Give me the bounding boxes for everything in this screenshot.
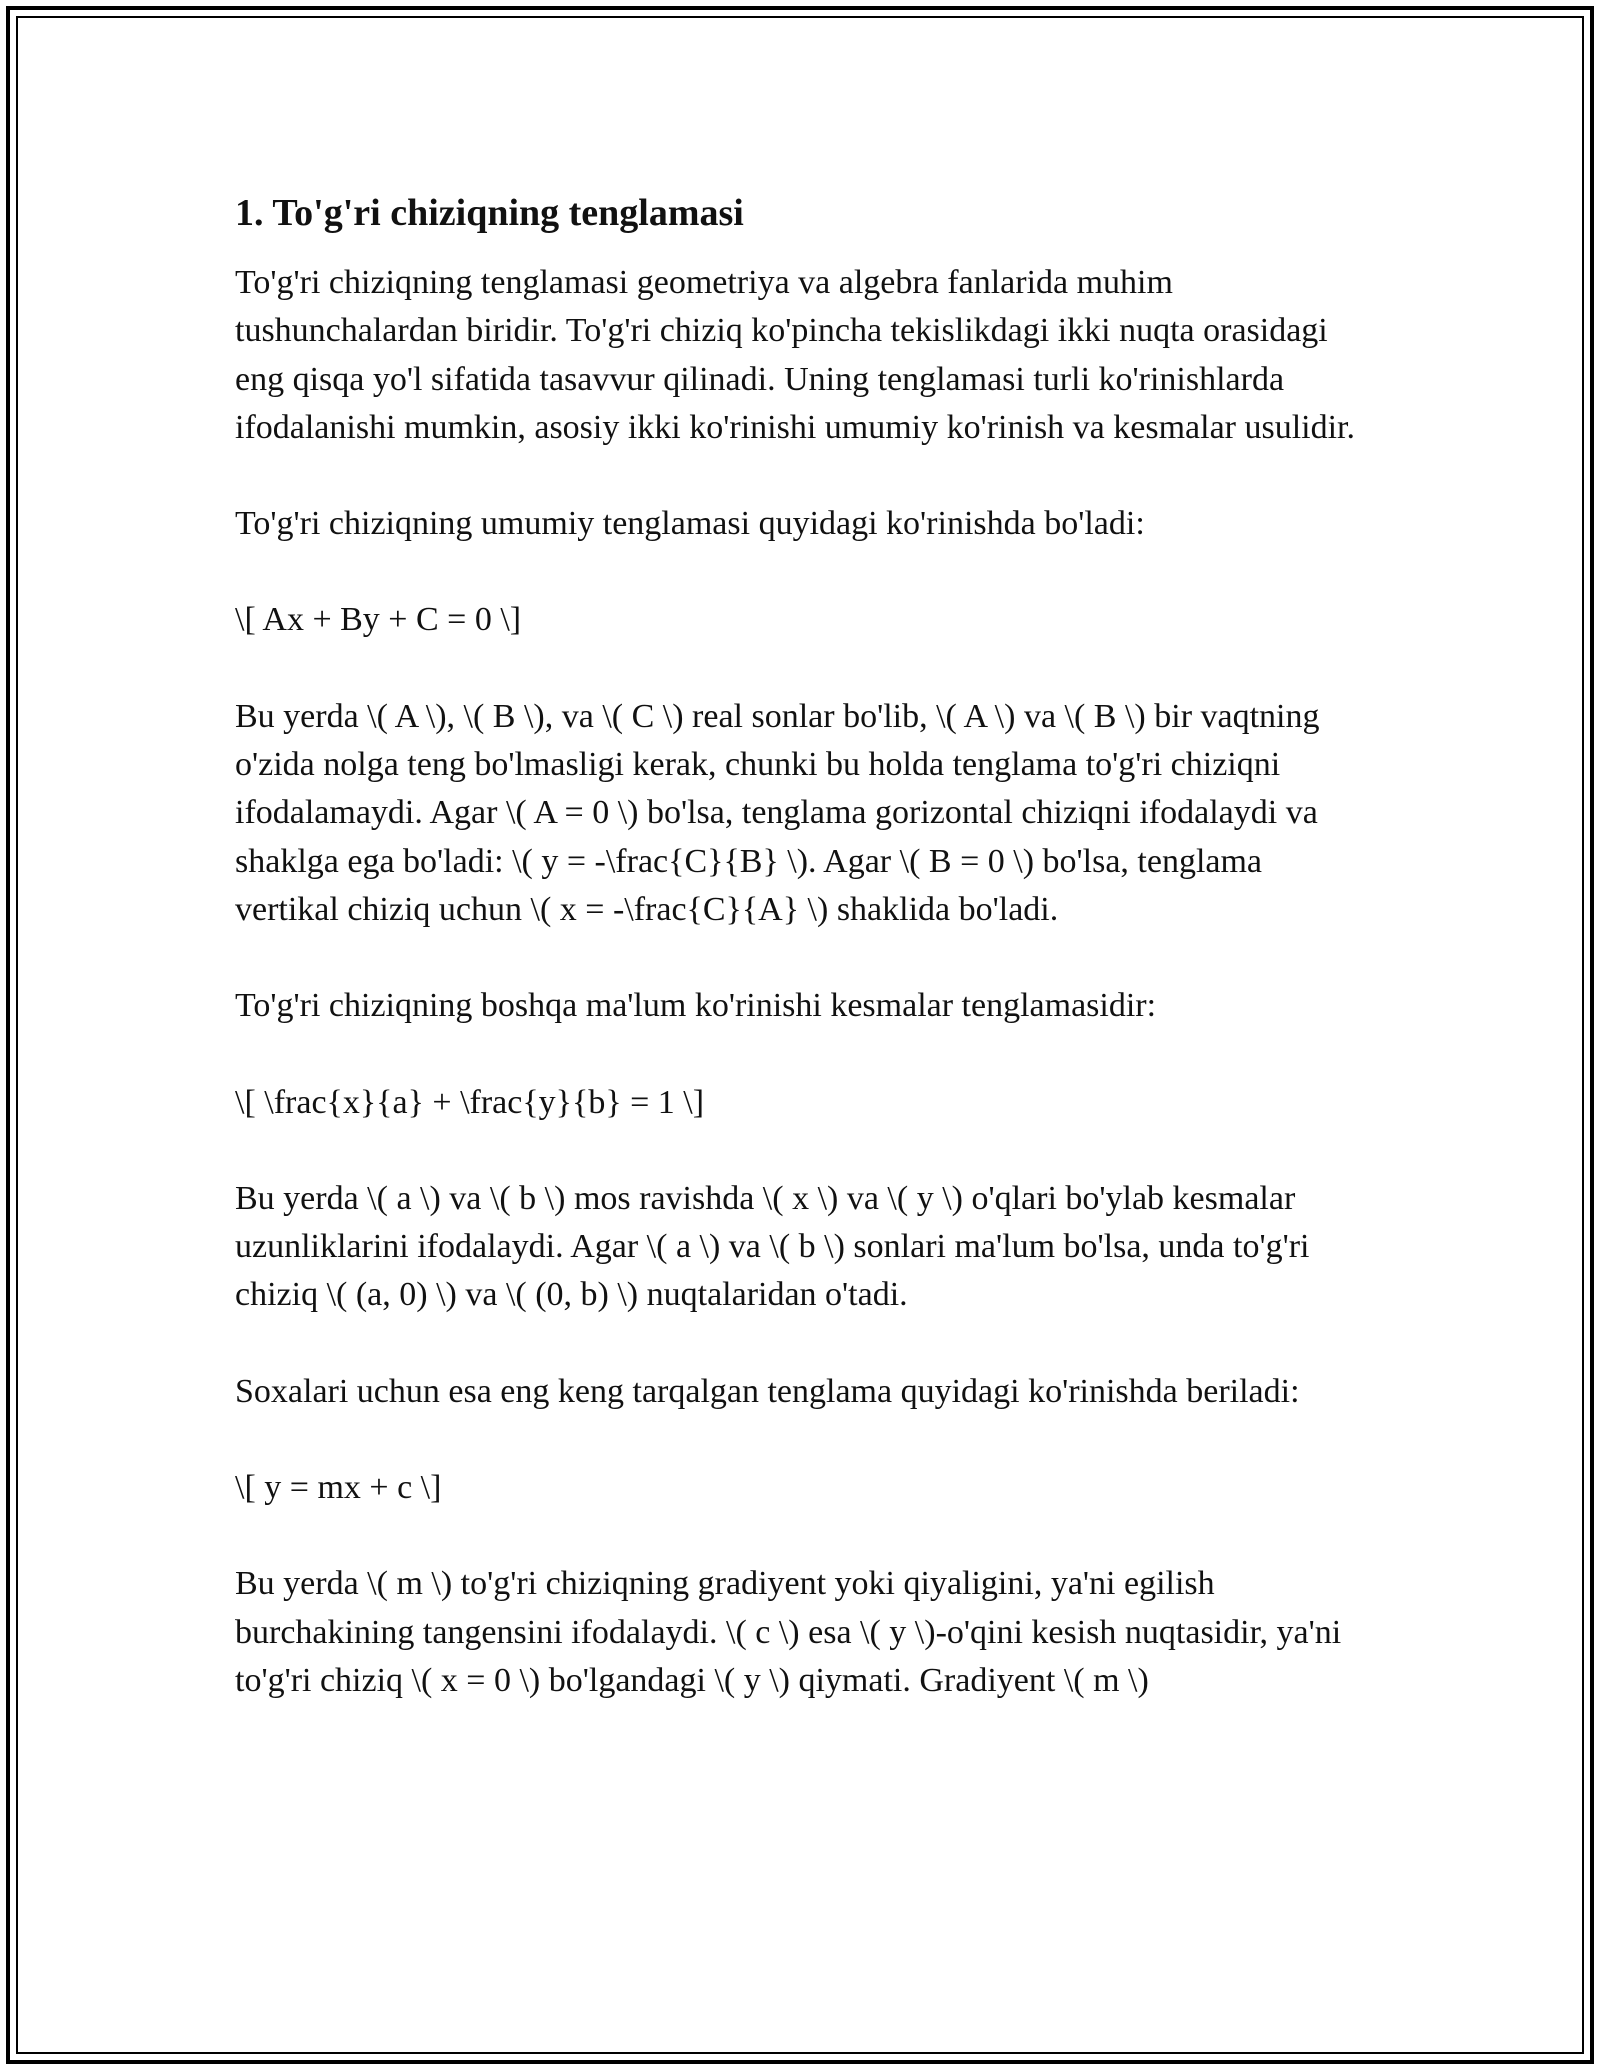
paragraph-intercept-form-intro: To'g'ri chiziqning boshqa ma'lum ko'rinishi kesmalar tenglamasidir: bbox=[235, 987, 1157, 1025]
equation-intercept-form: \[ \frac{x}{a} + \frac{y}{b} = 1 \] bbox=[235, 1083, 705, 1121]
paragraph-intro: To'g'ri chiziqning tenglamasi geometriya va algebra fanlarida muhim tushunchalardan biridir. To'g'ri chiziq ko'pincha tekislikdagi ikki nuqta orasidagi eng qisqa yo'l sifatida tasavvur qilinadi. Uning tenglamasi turli ko'rinishlarda ifodalanishi mumkin, asosiy ikki ko'rinishi umumiy ko'rinish va kesmalar usulidir. bbox=[235, 264, 1356, 446]
section-heading: 1. To'g'ri chiziqning tenglamasi bbox=[235, 192, 744, 234]
paragraph-general-form-explanation: Bu yerda \( A \), \( B \), va \( C \) real sonlar bo'lib, \( A \) va \( B \) bir vaqtning o'zida nolga teng bo'lmasligi kerak, chunki bu holda tenglama to'g'ri chiziqni ifodalamaydi. Agar \( A = 0 \) bo'lsa, tenglama gorizontal chiziqni ifodalaydi va shaklga ega bo'ladi: \( y = -\frac{C}{B} \). Agar \( B = 0 \) bo'lsa, tenglama vertikal chiziq uchun \( x = -\frac{C}{A} \) shaklida bo'ladi. bbox=[235, 697, 1320, 928]
paragraph-intercept-form-explanation: Bu yerda \( a \) va \( b \) mos ravishda \( x \) va \( y \) o'qlari bo'ylab kesmalar uzunliklarini ifodalaydi. Agar \( a \) va \( b \) sonlari ma'lum bo'lsa, unda to'g'ri chiziq \( (a, 0) \) va \( (0, b) \) nuqtalaridan o'tadi. bbox=[235, 1179, 1310, 1314]
equation-general-form: \[ Ax + By + C = 0 \] bbox=[235, 601, 522, 639]
paragraph-slope-form-explanation: Bu yerda \( m \) to'g'ri chiziqning gradiyent yoki qiyaligini, ya'ni egilish burchakining tangensini ifodalaydi. \( c \) esa \( y \)-o'qini kesish nuqtasidir, ya'ni to'g'ri chiziq \( x = 0 \) bo'lgandagi \( y \) qiymati. Gradiyent \( m \) bbox=[235, 1565, 1342, 1699]
paragraph-slope-form-intro: Soxalari uchun esa eng keng tarqalgan tenglama quyidagi ko'rinishda beriladi: bbox=[235, 1372, 1300, 1410]
document-body bbox=[235, 186, 1370, 1753]
equation-slope-form: \[ y = mx + c \] bbox=[235, 1469, 442, 1507]
paragraph-general-form-intro: To'g'ri chiziqning umumiy tenglamasi quyidagi ko'rinishda bo'ladi: bbox=[235, 505, 1145, 543]
